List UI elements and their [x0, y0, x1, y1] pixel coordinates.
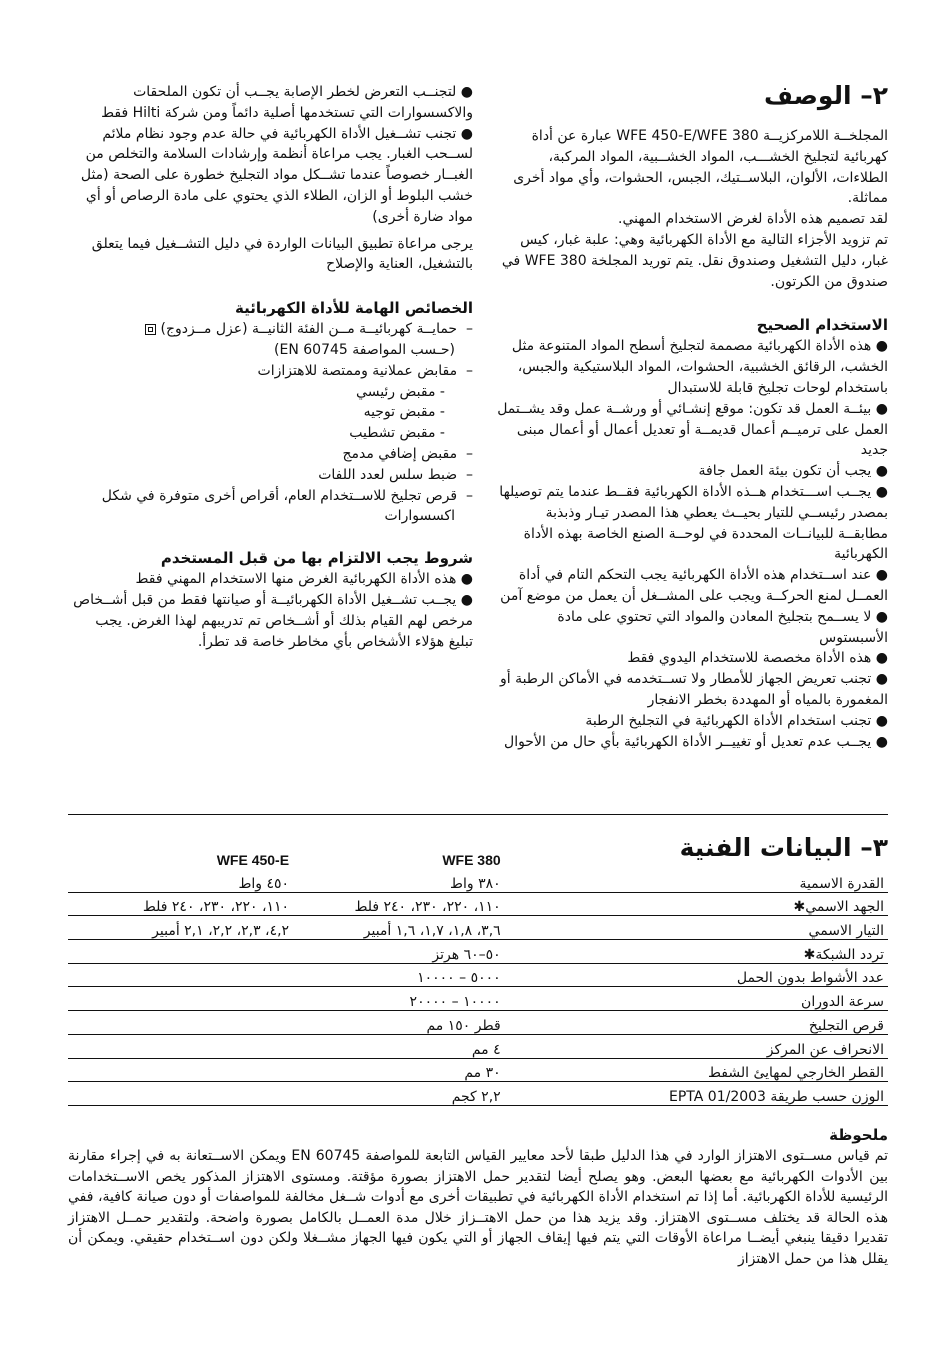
section-2-title: ٢– الوصف [763, 81, 888, 110]
handle-sub-item: - مقبض توجيه [68, 402, 473, 423]
intro-paragraph: تم تزويد الأجزاء التالية مع الأداة الكهربائية وهي: علبة غبار، كيس غبار، دليل التشغيل وصندوق نقل. يتم توريد المجلخة WFE 380 في صندوق من الكرتون. [501, 231, 888, 290]
section-3-title: ٣– البيانات الفنية [679, 833, 888, 862]
table-row [68, 1034, 888, 1058]
table-row [68, 940, 888, 964]
double-insulation-icon [145, 324, 156, 335]
spec-label: قرص التجليخ [505, 1011, 888, 1035]
spec-label: عدد الأشواط بدون الحمل [505, 963, 888, 987]
proper-use-item: ● تجنب تعريض الجهاز للأمطار ولا تســتخدمه في الأماكن الرطبة أو المغمورة بالمياه أو المهددة بخطر الانفجار [493, 669, 888, 711]
value-wfe380: قطر ١٥٠ مم [293, 1011, 505, 1035]
table-row [68, 1011, 888, 1035]
value-wfe450 [68, 987, 293, 1011]
feature-item: – قرص تجليخ للاســتخدام العام، أقراص أخرى متوفرة في شكل اكسسوارات [68, 486, 473, 528]
table-row [68, 1058, 888, 1082]
proper-use-item: ● لا يســمح بتجليخ المعادن والمواد التي تحتوي على مادة الأسبستوس [493, 607, 888, 649]
feature-standard: (حـسب المواصفة EN 60745) [274, 341, 455, 358]
proper-use-item: ● بيئــة العمل قد تكون: موقع إنشـائي أو ورشــة عمل وقد يشــتمل العمل على ترميــم أعمال قديمــة أو تعديل أعمال أو أعمال مبنى جديد [493, 399, 888, 461]
value-wfe380: ١١٠، ٢٢٠، ٢٣٠، ٢٤٠ فلط [293, 892, 505, 916]
value-wfe380: ٣٠ مم [293, 1058, 505, 1082]
value-wfe380: ٤ مم [293, 1034, 505, 1058]
value-wfe380: ٥٠٠٠ – ١٠٠٠٠ [293, 963, 505, 987]
technical-data-table [68, 846, 888, 1106]
header-wfe380: WFE 380 [442, 852, 501, 868]
proper-use-item: ● يجب أن تكون بيئة العمل جافة [493, 461, 888, 482]
spec-label: الجهد الاسمي✱ [505, 892, 888, 916]
proper-use-item: ● يجــب اســـتخدام هــذه الأداة الكهربائية فقــط عندما يتم توصيلها بمصدر رئيســي للتيار بحيــث يعطي هذا المصدر تيـار وذبذبة مطابقــة للبيانــات المحددة في لوحــة الصنع الخاصة بهذه الأداة الكهربائية [493, 482, 888, 565]
table-row [68, 1082, 888, 1106]
features-heading: الخصائص الهامة للأداة الكهربائية [234, 299, 473, 318]
value-wfe450 [68, 1082, 293, 1106]
footnote-star: ✱ [803, 946, 816, 963]
feature-item: – مقابض عملانية وممتصة للاهتزازات [68, 361, 473, 382]
value-wfe450 [68, 1034, 293, 1058]
spec-label: الوزن حسب طريقة EPTA 01/2003 [505, 1082, 888, 1106]
proper-use-item: ● تجنب استخدام الأداة الكهربائية في التجليخ الرطبة [493, 711, 888, 732]
proper-use-item: ● يجــب عدم تعديل أو تغييــر الأداة الكهربائية بأي حال من الأحوال [493, 732, 888, 753]
value-wfe380: ٣٨٠ واط [293, 869, 505, 892]
spec-label: تردد الشبكة✱ [505, 940, 888, 964]
proper-use-heading: الاستخدام الصحيح [756, 316, 888, 335]
intro-paragraph: لقد تصميم هذه الأداة لغرض الاستخدام المهني. [618, 211, 888, 228]
header-spec [505, 846, 888, 869]
intro-paragraph: المجلخــة اللامركزيــة WFE 450-E/WFE 380 عبارة عن أداة كهربائية لتجليخ الخشـــب، المواد الخشــبية، المواد المركبة، الطلاءات، الألوان، البلاســتيك، الجبس، الحشوات، وأي مواد أخرى مماثلة. [513, 128, 888, 207]
value-wfe450: ٤,٢، ٢,٣، ٢,٢، ٢,١ أمبير [68, 916, 293, 940]
spec-label: القدرة الاسمية [505, 869, 888, 892]
value-wfe380: ٢,٢ كجم [293, 1082, 505, 1106]
table-row [68, 869, 888, 892]
table-row [68, 916, 888, 940]
section-description [493, 80, 888, 752]
value-wfe380: ٣,٦، ١,٨، ١,٧، ١,٦ أمبير [293, 916, 505, 940]
manual-note: يرجى مراعاة تطبيق البيانات الواردة في دليل التشــغيل فيما يتعلق بالتشغيل، العناية والإصلاح [91, 235, 473, 273]
proper-use-item: ● عند اســتخدام هذه الأداة الكهربائية يجب التحكم التام في أداة العمــل لمنع الحركــة ويجب على المشــغل أن يعمل من موضع آمن [493, 565, 888, 607]
dust-extraction-bullet: ● تجنب تشــغيل الأداة الكهربائية في حالة عدم وجود نظام ملائم لســحب الغبار. يجب مراعاة أنظمة وإرشادات السلامة والتخلص من الغبــار خصوصاً عندما تشــكل مواد التجليخ خطورة على الصحة (مثل خشب البلوط أو الزان، الطلاء الذي يحتوي على مادة الرصاص أو أي مواد ضارة أخرى) [68, 124, 473, 228]
value-wfe450 [68, 1058, 293, 1082]
value-wfe450: ٤٥٠ واط [68, 869, 293, 892]
proper-use-item: ● هذه الأداة الكهربائية مصممة لتجليخ أسطح المواد المتنوعة مثل الخشب، الرقائق الخشبية، الحشوات، المواد البلاستيكية والجبس، باستخدام لوحات تجليخ قابلة للاستبدال [493, 336, 888, 398]
section-divider [68, 814, 888, 815]
footnote-star: ✱ [793, 899, 806, 916]
spec-label: سرعة الدوران [505, 987, 888, 1011]
value-wfe450: ١١٠، ٢٢٠، ٢٣٠، ٢٤٠ فلط [68, 892, 293, 916]
value-wfe450 [68, 1011, 293, 1035]
table-row [68, 987, 888, 1011]
feature-item [68, 319, 473, 340]
note-text: تم قياس مســتوى الاهتزاز الوارد في هذا الدليل طبقا لأحد معايير القياس التابعة للمواصفة EN 60745 ويمكن الاســتعانة به في إجراء مقارنة بين الأدوات الكهربائية مع بعضها البعض. وهو يصلح أيضا لتقدير حمل الاهتزاز بصورة مؤقتة. ومستوى الاهتزاز المذكور يخص الاســتخدامات الرئيسية للأداة الكهربائية. أما إذا تم استخدام الأداة الكهربائية في تطبيقات أخرى مع أدوات شــغل مخالفة للمواصفات أو دون صيانة كافية، ففي هذه الحالة قد يختلف مســتوى الاهتزاز. وقد يزيد هذا من حمل الاهتــزاز خلال مدة العمــل بالكامل بصورة واضحة. ولتقدير حمــل الاهتزاز تقديرا دقيقا ينبغي أيضــا مراعاة الأوقات التي يتم فيها إيقاف الجهاز أو التي يكون فيها الجهاز مشــغلا ولكن دون اســتخدام حقيقي. ويمكن أن يقلل هذا من حمل الاهتزاز [68, 1148, 889, 1267]
table-row [68, 963, 888, 987]
accessories-bullet: ● لتجنــب التعرض لخطر الإصابة يجــب أن تكون الملحقات والاكسسوارات التي تستخدمها أصلية دائماً ومن شركة Hilti فقط [68, 82, 473, 124]
value-wfe450 [68, 963, 293, 987]
user-conditions-heading: شروط يجب الالتزام بها من قبل المستخدم [160, 549, 473, 568]
user-condition-item: ● هذه الأداة الكهربائية الغرض منها الاستخدام المهني فقط [68, 569, 473, 590]
vibration-note [68, 1124, 888, 1270]
feature-item: – مقبض إضافي مدمج [68, 444, 473, 465]
spec-label: القطر الخارجي لمهايئ الشفط [505, 1058, 888, 1082]
table-row [68, 892, 888, 916]
value-wfe450 [68, 940, 293, 964]
header-wfe450: WFE 450-E [216, 852, 290, 868]
user-condition-item: ● يجــب تشــغيل الأداة الكهربائيــة أو صيانتها فقط من قبل أشــخاص مرخص لهم القيام بذلك أو أشــخاص تم تدريبهم لهذا الغرض. يجب تبليغ هؤلاء الأشخاص بأي مخاطر خاصة قد تطرأ. [68, 590, 473, 652]
spec-label: التيار الاسمي [505, 916, 888, 940]
feature-item: – ضبط سلس لعدد اللفات [68, 465, 473, 486]
proper-use-item: ● هذه الأداة مخصصة للاستخدام اليدوي فقط [493, 648, 888, 669]
value-wfe380: ١٠٠٠٠ – ٢٠٠٠٠ [293, 987, 505, 1011]
section-safety-features [68, 82, 473, 652]
handle-sub-item: - مقبض رئيسي [68, 382, 473, 403]
note-heading: ملحوظة [829, 1126, 888, 1144]
value-wfe380: ٥٠–٦٠ هرتز [293, 940, 505, 964]
handle-sub-item: - مقبض تشطيب [68, 423, 473, 444]
feature-protection-text: حمايــة كهربائيــة مــن الفئة الثانيــة (عزل مــزدوج) [160, 321, 458, 338]
table-header-row [68, 846, 888, 869]
spec-label: الانحراف عن المركز [505, 1034, 888, 1058]
